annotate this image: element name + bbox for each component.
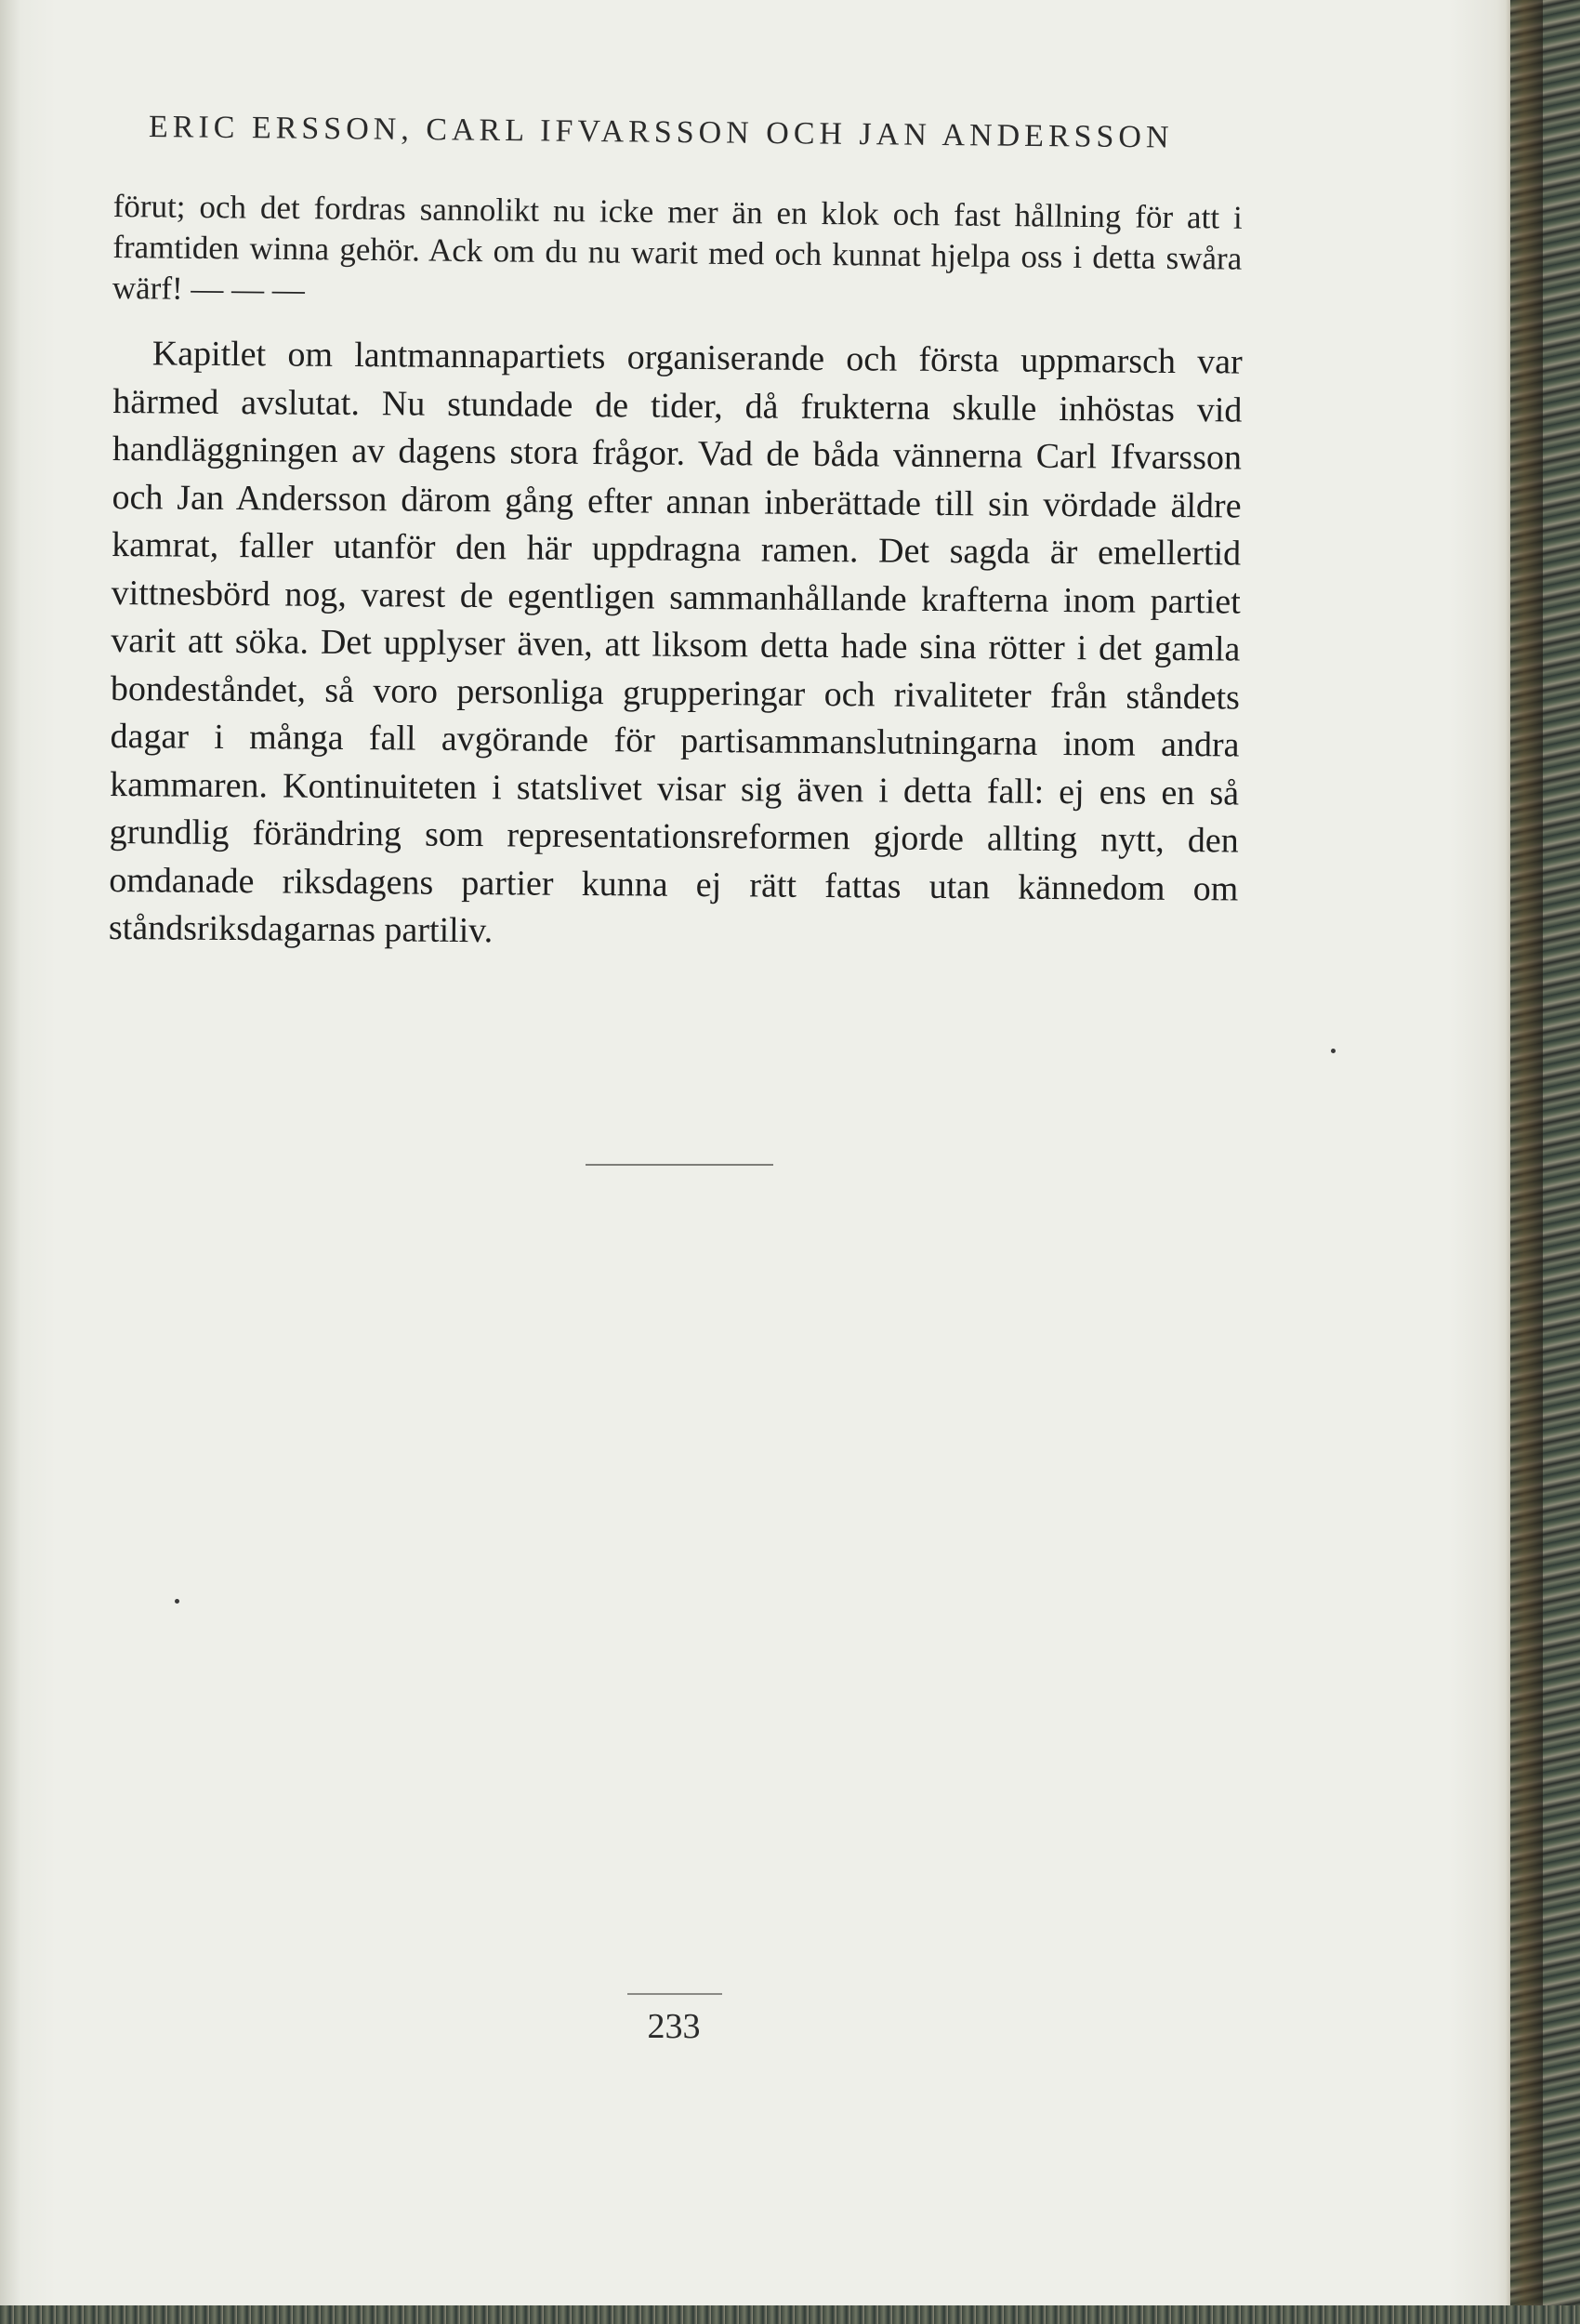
- body-paragraph: Kapitlet om lantmannapartiets organiserande och första uppmarsch var härmed avslutat. Nu stundade de tider, då frukterna skulle inhöstas vid handläggningen av dagens stora frågor. Vad de båda vännerna Carl Ifvarsson och Jan Andersson därom gång efter annan inberättade till sin vördade äldre kamrat, faller utanför den här uppdragna ramen. Det sagda är emellertid vittnesbörd nog, varest de egentligen sammanhållande krafterna inom partiet varit att söka. Det upplyser även, att liksom detta hade sina rötter i det gamla bondeståndet, så voro personliga grupperingar och rivaliteter från ståndets dagar i många fall avgörande för partisammanslutningarna inom andra kammaren. Kontinuiteten i statslivet visar sig även i detta fall: ej ens en så grundlig förändring som representationsreformen gjorde allting nytt, den omdanade riksdagens partier kunna ej rätt fattas utan kännedom om ståndsriksdagarnas partiliv.: [108, 334, 1243, 951]
- page-number: 233: [647, 2007, 701, 2046]
- page-number-rule: [627, 1993, 722, 1995]
- section-divider: [586, 1164, 773, 1166]
- running-head: ERIC ERSSON, CARL IFVARSSON OCH JAN ANDERSSON: [148, 110, 1174, 155]
- print-speck: [175, 1599, 179, 1604]
- page-edge-shadow: [1506, 0, 1543, 2324]
- book-bottom-edge: [0, 2305, 1580, 2324]
- quoted-letter-text: förut; och det fordras sannolikt nu icke mer än en klok och fast hållning för att i framtiden winna gehör. Ack om du nu warit med och kunnat hjelpa oss i detta swåra wärf! — — —: [112, 187, 1243, 309]
- print-speck: [1331, 1049, 1336, 1053]
